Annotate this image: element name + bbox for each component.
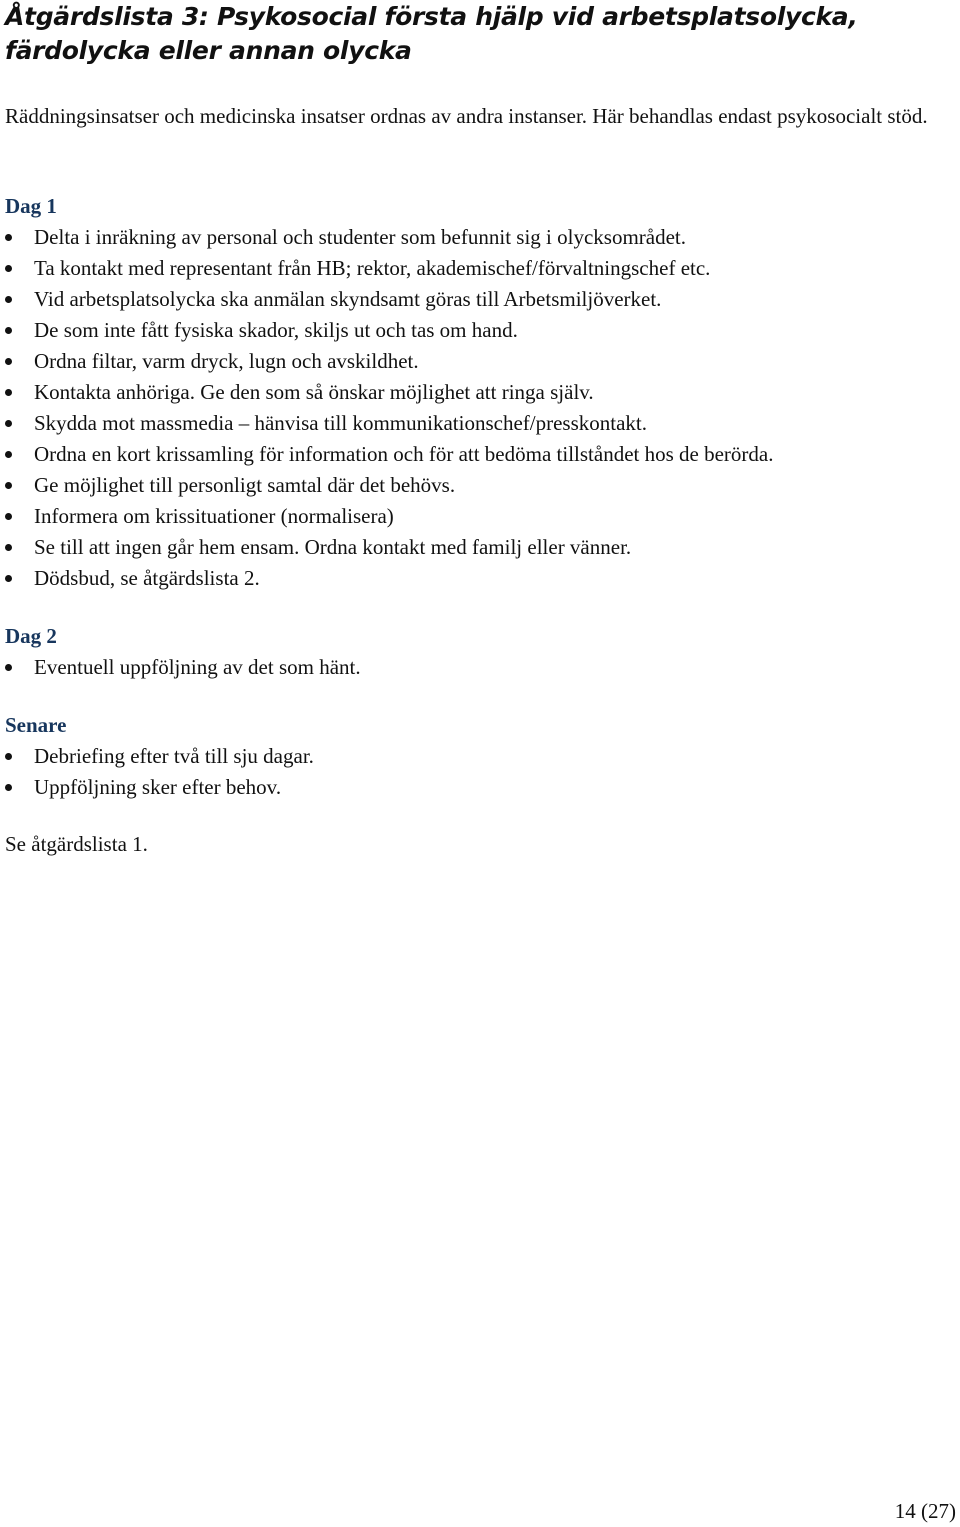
section-heading-senare: Senare [5,713,67,737]
list-item [0,772,950,803]
list-item-text: Debriefing efter två till sju dagar. [34,744,314,768]
bullet-icon [5,265,12,272]
list-item [0,377,950,408]
list-item-text: Delta i inräkning av personal och studenter som befunnit sig i olycksområdet. [34,225,687,249]
list-item [0,563,950,594]
bullet-icon [5,482,12,489]
list-item [0,253,950,284]
list-item-text: Eventuell uppföljning av det som hänt. [34,655,361,679]
list-item-text: Ordna filtar, varm dryck, lugn och avskildhet. [34,349,419,373]
section-heading-dag-1: Dag 1 [5,194,57,218]
list-item [0,346,950,377]
bullet-icon [5,234,12,241]
bullet-icon [5,753,12,760]
bullet-icon [5,451,12,458]
list-item-text: Uppföljning sker efter behov. [34,775,282,799]
list-item-text: Ge möjlighet till personligt samtal där det behövs. [34,473,456,497]
bullet-icon [5,420,12,427]
bullet-list-dag-2 [0,652,950,683]
bullet-icon [5,513,12,520]
list-item [0,439,950,470]
bullet-list-dag-1 [0,222,950,594]
intro-paragraph: Räddningsinsatser och medicinska insatser ordnas av andra instanser. Här behandlas endast psykosocialt stöd. [5,104,928,128]
list-item [0,222,950,253]
list-item-text: Se till att ingen går hem ensam. Ordna kontakt med familj eller vänner. [34,535,632,559]
list-item-text: Skydda mot massmedia – hänvisa till kommunikationschef/presskontakt. [34,411,647,435]
list-item [0,284,950,315]
section-heading-dag-2: Dag 2 [5,624,57,648]
page-number: 14 (27) [894,1499,956,1523]
list-item-text: Ta kontakt med representant från HB; rektor, akademischef/förvaltningschef etc. [34,256,711,280]
bullet-icon [5,389,12,396]
bullet-icon [5,575,12,582]
bullet-icon [5,296,12,303]
list-item [0,501,950,532]
bullet-icon [5,664,12,671]
bullet-icon [5,358,12,365]
list-item [0,652,950,683]
list-item-text: Ordna en kort krissamling för information och för att bedöma tillståndet hos de berörda. [34,442,774,466]
list-item-text: De som inte fått fysiska skador, skiljs ut och tas om hand. [34,318,518,342]
list-item [0,741,950,772]
list-item [0,532,950,563]
bullet-icon [5,327,12,334]
list-item-text: Informera om krissituationer (normalisera) [34,504,394,528]
bullet-icon [5,784,12,791]
bullet-icon [5,544,12,551]
list-item [0,315,950,346]
closing-reference: Se åtgärdslista 1. [5,832,148,856]
list-item [0,408,950,439]
bullet-list-senare [0,741,950,803]
list-item-text: Dödsbud, se åtgärdslista 2. [34,566,260,590]
list-item-text: Kontakta anhöriga. Ge den som så önskar möjlighet att ringa själv. [34,380,594,404]
document-title: Åtgärdslista 3: Psykosocial första hjälp vid arbetsplatsolycka, färdolycka eller annan olycka [5,2,858,65]
list-item-text: Vid arbetsplatsolycka ska anmälan skyndsamt göras till Arbetsmiljöverket. [34,287,662,311]
list-item [0,470,950,501]
